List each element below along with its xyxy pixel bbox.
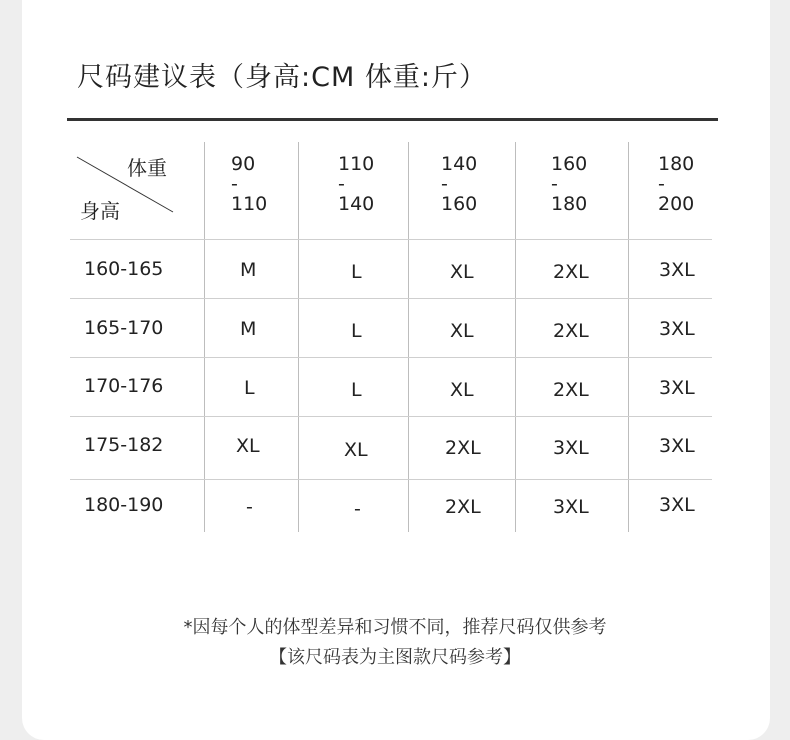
size-cell: 3XL [553,496,589,518]
height-range-cell: 180-190 [84,494,164,516]
size-cell: - [354,498,361,520]
size-cell: 2XL [553,379,589,401]
weight-range-header: 90 - 110 [231,153,268,215]
size-cell: - [246,496,253,518]
size-cell: L [351,261,362,283]
height-range-cell: 175-182 [84,434,164,456]
size-cell: L [244,377,255,399]
size-cell: M [240,318,257,340]
height-range-cell: 170-176 [84,375,164,397]
size-cell: XL [450,320,474,342]
chart-reference-note: 【该尺码表为主图款尺码参考】 [269,647,521,668]
size-cell: 2XL [553,261,589,283]
size-cell: 2XL [553,320,589,342]
size-cell: 2XL [445,496,481,518]
row-divider [70,479,712,480]
size-cell: M [240,259,257,281]
height-range-cell: 160-165 [84,258,164,280]
row-divider [70,416,712,417]
size-cell: XL [236,435,260,457]
weight-range-header: 110 - 140 [338,153,375,215]
size-cell: XL [450,379,474,401]
fit-disclaimer-note: *因每个人的体型差异和习惯不同，推荐尺码仅供参考 [183,617,607,638]
size-cell: 3XL [659,435,695,457]
size-cell: 3XL [553,437,589,459]
size-cell: 3XL [659,318,695,340]
weight-range-header: 160 - 180 [551,153,588,215]
size-cell: XL [344,439,368,461]
weight-axis-label: 体重 [127,156,167,180]
weight-range-header: 180 - 200 [658,153,695,215]
size-cell: 3XL [659,259,695,281]
row-divider [70,357,712,358]
size-cell: XL [450,261,474,283]
height-range-cell: 165-170 [84,317,164,339]
page-title: 尺码建议表（身高:CM 体重:斤） [77,62,487,93]
size-cell: 3XL [659,377,695,399]
size-cell: L [351,320,362,342]
size-cell: 2XL [445,437,481,459]
size-cell: L [351,379,362,401]
size-cell: 3XL [659,494,695,516]
weight-range-header: 140 - 160 [441,153,478,215]
row-divider [70,298,712,299]
height-axis-label: 身高 [80,199,120,223]
